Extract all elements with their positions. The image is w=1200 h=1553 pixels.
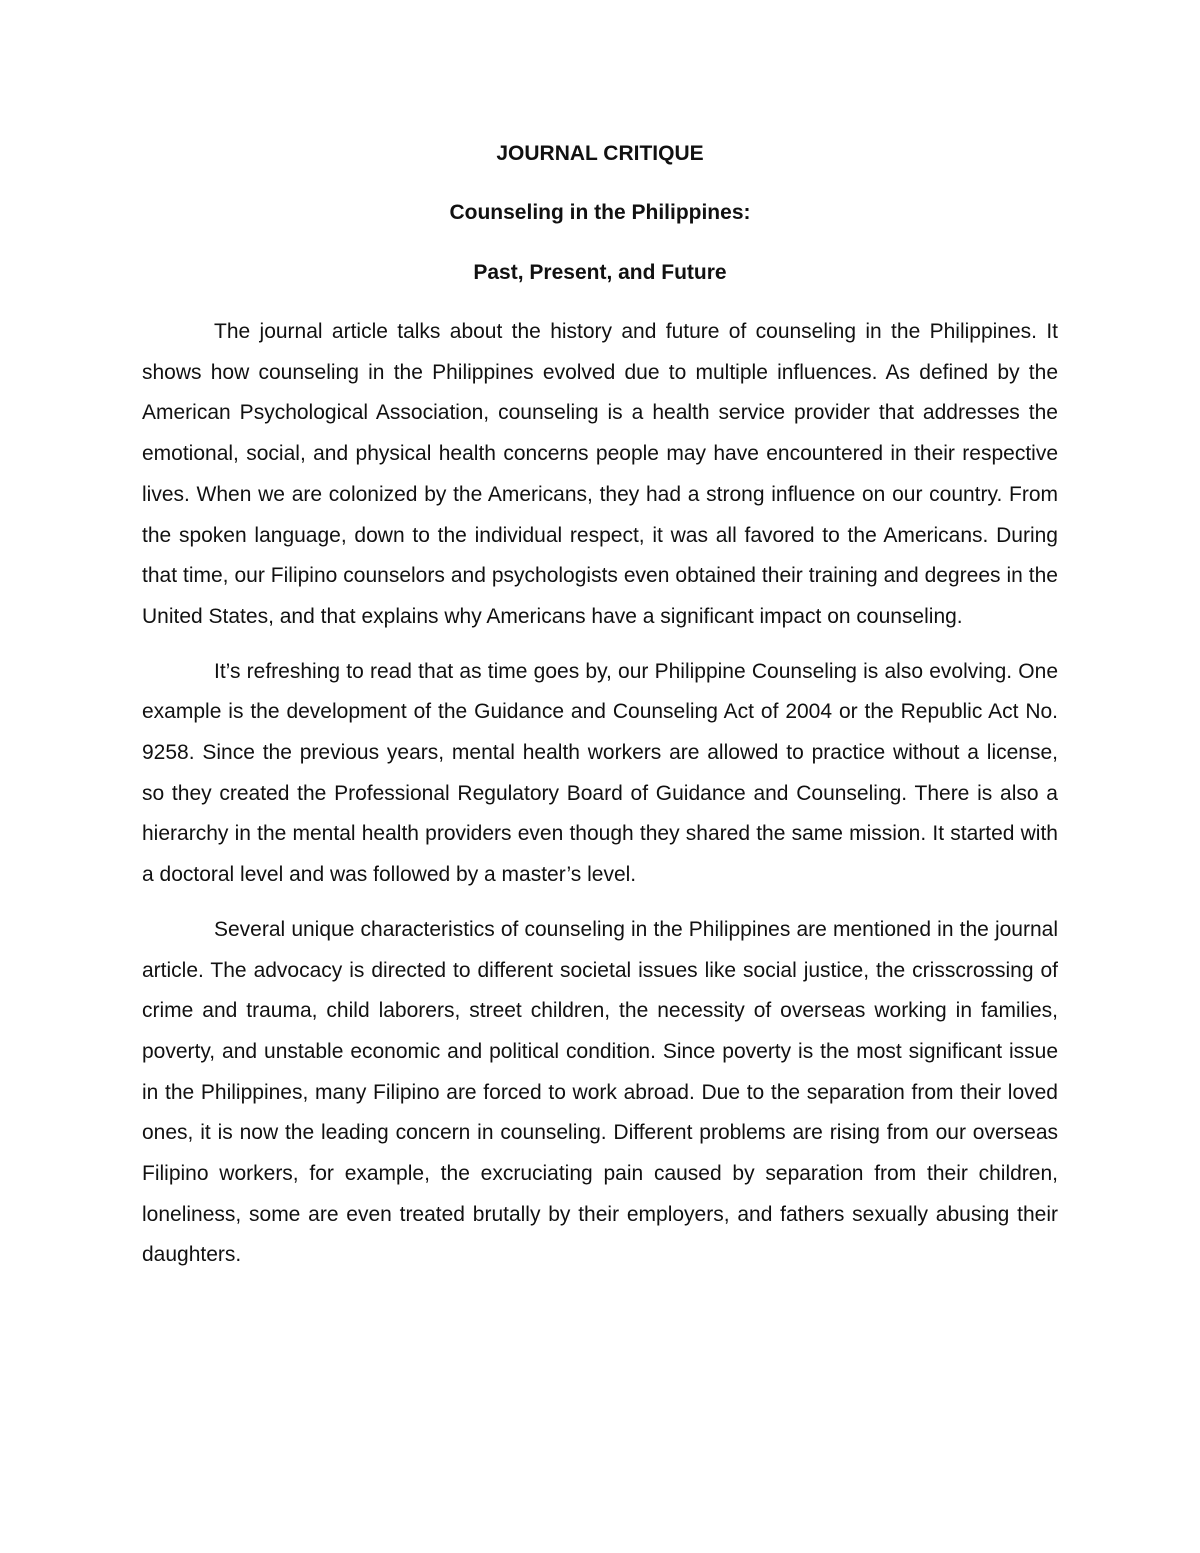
document-title: JOURNAL CRITIQUE — [496, 142, 704, 165]
document-subtitle-line2: Past, Present, and Future — [473, 261, 727, 284]
document-subtitle-line1: Counseling in the Philippines: — [449, 201, 751, 224]
body-paragraph-3: Several unique characteristics of counseling in the Philippines are mentioned in the journal article. The advocacy is directed to different societal issues like social justice, the crisscrossing of crime and trauma, child laborers, street children, the necessity of overseas working in families, poverty, and unstable economic and political condition. Since poverty is the most significant issue in the Philippines, many Filipino are forced to work abroad. Due to the separation from their loved ones, it is now the leading concern in counseling. Different problems are rising from our overseas Filipino workers, for example, the excruciating pain caused by separation from their children, loneliness, some are even treated brutally by their employers, and fathers sexually abusing their daughters. — [142, 917, 1058, 1267]
document-page — [142, 140, 1058, 1276]
body-paragraph-2: It’s refreshing to read that as time goes by, our Philippine Counseling is also evolving. One example is the development of the Guidance and Counseling Act of 2004 or the Republic Act No. 9258. Since the previous years, mental health workers are allowed to practice without a license, so they created the Professional Regulatory Board of Guidance and Counseling. There is also a hierarchy in the mental health providers even though they shared the same mission. It started with a doctoral level and was followed by a master’s level. — [142, 659, 1058, 887]
body-paragraph-1: The journal article talks about the history and future of counseling in the Philippines. It shows how counseling in the Philippines evolved due to multiple influences. As defined by the American Psychological Association, counseling is a health service provider that addresses the emotional, social, and physical health concerns people may have encountered in their respective lives. When we are colonized by the Americans, they had a strong influence on our country. From the spoken language, down to the individual respect, it was all favored to the Americans. During that time, our Filipino counselors and psychologists even obtained their training and degrees in the United States, and that explains why Americans have a significant impact on counseling. — [142, 320, 1058, 628]
